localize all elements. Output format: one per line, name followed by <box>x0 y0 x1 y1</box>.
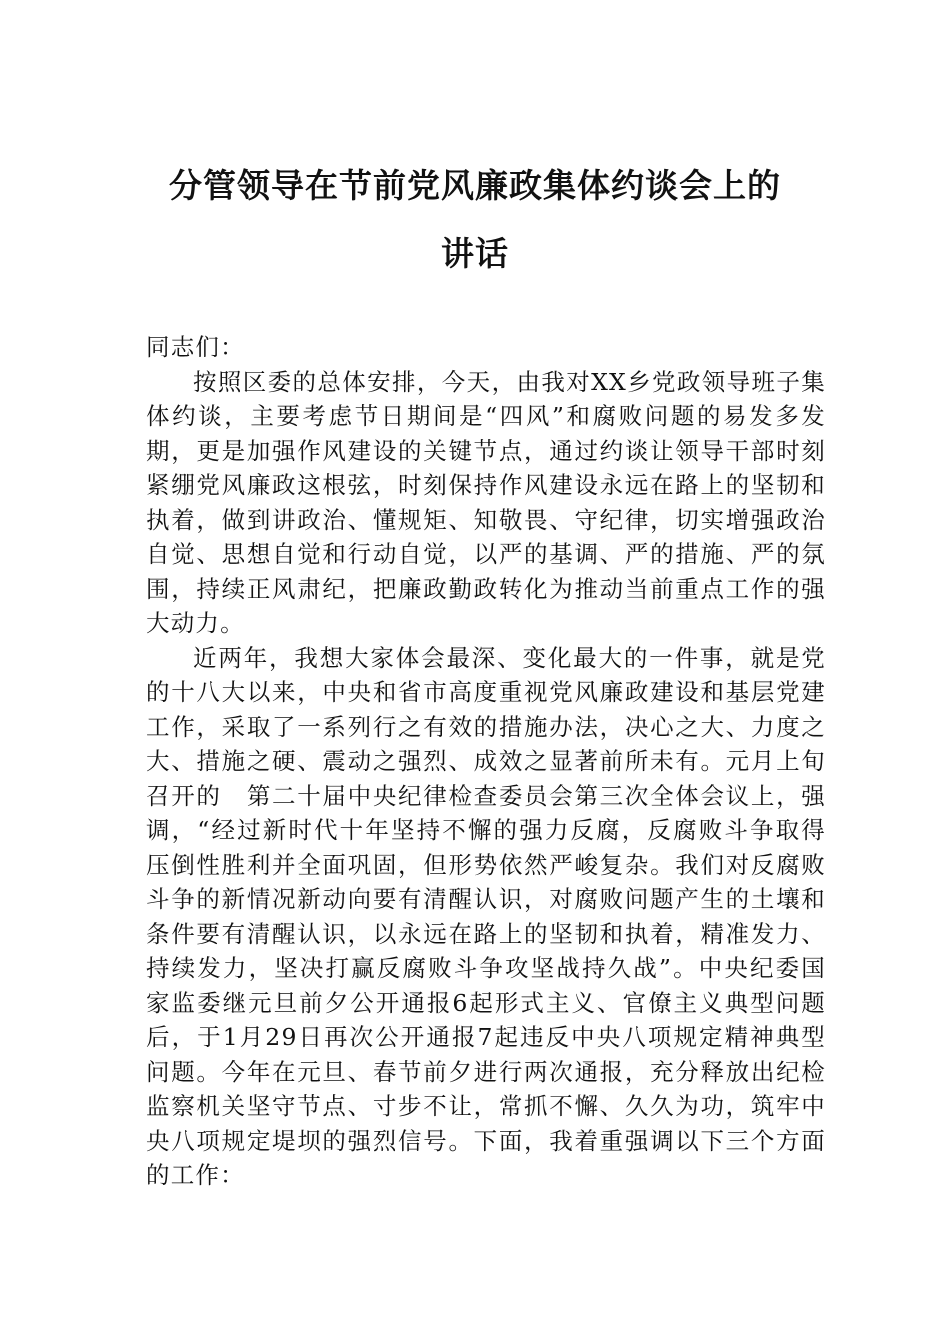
paragraph-2: 近两年，我想大家体会最深、变化最大的一件事，就是党的十八大以来，中央和省市高度重视党风廉政建设和基层党建工作，采取了一系列行之有效的措施办法，决心之大、力度之大、措施之硬、震动之强烈、成效之显著前所未有。元月上旬召开的 第二十届中央纪律检查委员会第三次全体会议上，强调，“经过新时代十年坚持不懈的强力反腐，反腐败斗争取得压倒性胜利并全面巩固，但形势依然严峻复杂。我们对反腐败斗争的新情况新动向要有清醒认识，对腐败问题产生的土壤和条件要有清醒认识，以永远在路上的坚韧和执着，精准发力、持续发力，坚决打赢反腐败斗争攻坚战持久战”。中央纪委国家监委继元旦前夕公开通报6起形式主义、官僚主义典型问题后，于1月29日再次公开通报7起违反中央八项规定精神典型问题。今年在元旦、春节前夕进行两次通报，充分释放出纪检监察机关坚守节点、寸步不让，常抓不懈、久久为功，筑牢中央八项规定堤坝的强烈信号。下面，我着重强调以下三个方面的工作： <box>146 643 826 1189</box>
document-title-line-1: 分管领导在节前党风廉政集体约谈会上的 <box>169 166 781 205</box>
paragraph-1: 按照区委的总体安排，今天，由我对XX乡党政领导班子集体约谈，主要考虑节日期间是“四风”和腐败问题的易发多发期，更是加强作风建设的关键节点，通过约谈让领导干部时刻紧绷党风廉政这根弦，时刻保持作风建设永远在路上的坚韧和执着，做到讲政治、懂规矩、知敬畏、守纪律，切实增强政治自觉、思想自觉和行动自觉，以严的基调、严的措施、严的氛围，持续正风肃纪，把廉政勤政转化为推动当前重点工作的强大动力。 <box>146 367 826 637</box>
document-title-line-2: 讲话 <box>441 234 509 273</box>
document-body <box>146 330 826 1193</box>
salutation: 同志们： <box>146 333 245 361</box>
